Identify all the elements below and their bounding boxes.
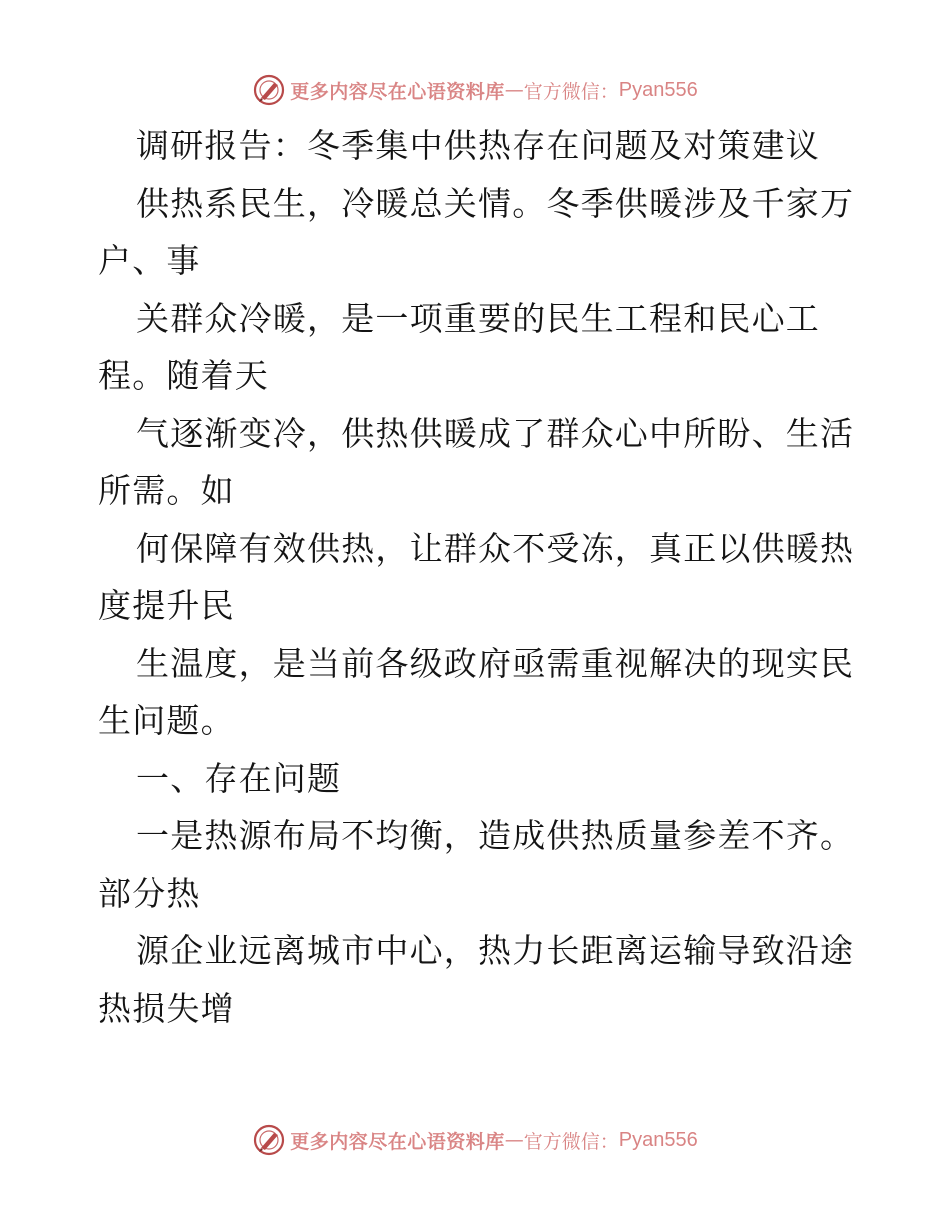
banner-wechat-id: Pyan556 [618,1128,698,1151]
banner-wechat-label: 官方微信： [523,1130,619,1153]
text-line: 所需。如 [98,471,235,510]
text-line: 部分热 [98,873,201,913]
text-line: 户、事 [98,241,201,280]
header-banner [0,70,950,110]
banner-wechat-id: Pyan556 [618,78,698,101]
banner-brand-text: 更多内容尽在心语资料库 [290,1130,505,1153]
footer-banner [0,1120,950,1160]
document-title: 调研报告：冬季集中供热存在问题及对策建议 [136,126,820,165]
text-line: 一、存在问题 [136,758,342,798]
document-body [98,117,858,1037]
text-line: 关群众冷暖，是一项重要的民生工程和民心工 [136,298,820,338]
text-line: 气逐渐变冷，供热供暖成了群众心中所盼、生活 [136,413,855,453]
text-line: 一是热源布局不均衡，造成供热质量参差不齐。 [136,816,855,855]
text-line: 生温度，是当前各级政府亟需重视解决的现实民 [136,643,855,683]
banner-dash: — [504,79,524,101]
banner-dash: — [504,1129,524,1151]
text-line: 热损失增 [98,988,235,1028]
text-line: 生问题。 [98,701,235,740]
text-line: 何保障有效供热，让群众不受冻，真正以供暖热 [136,528,855,568]
text-line: 度提升民 [98,586,235,625]
text-line: 供热系民生，冷暖总关情。冬季供暖涉及千家万 [136,183,855,223]
banner-wechat-label: 官方微信： [523,80,619,103]
pen-nib-logo-icon [252,1123,286,1157]
text-line: 源企业远离城市中心，热力长距离运输导致沿途 [136,931,855,970]
text-line: 程。随着天 [98,356,269,395]
banner-brand-text: 更多内容尽在心语资料库 [290,80,505,103]
pen-nib-logo-icon [252,73,286,107]
